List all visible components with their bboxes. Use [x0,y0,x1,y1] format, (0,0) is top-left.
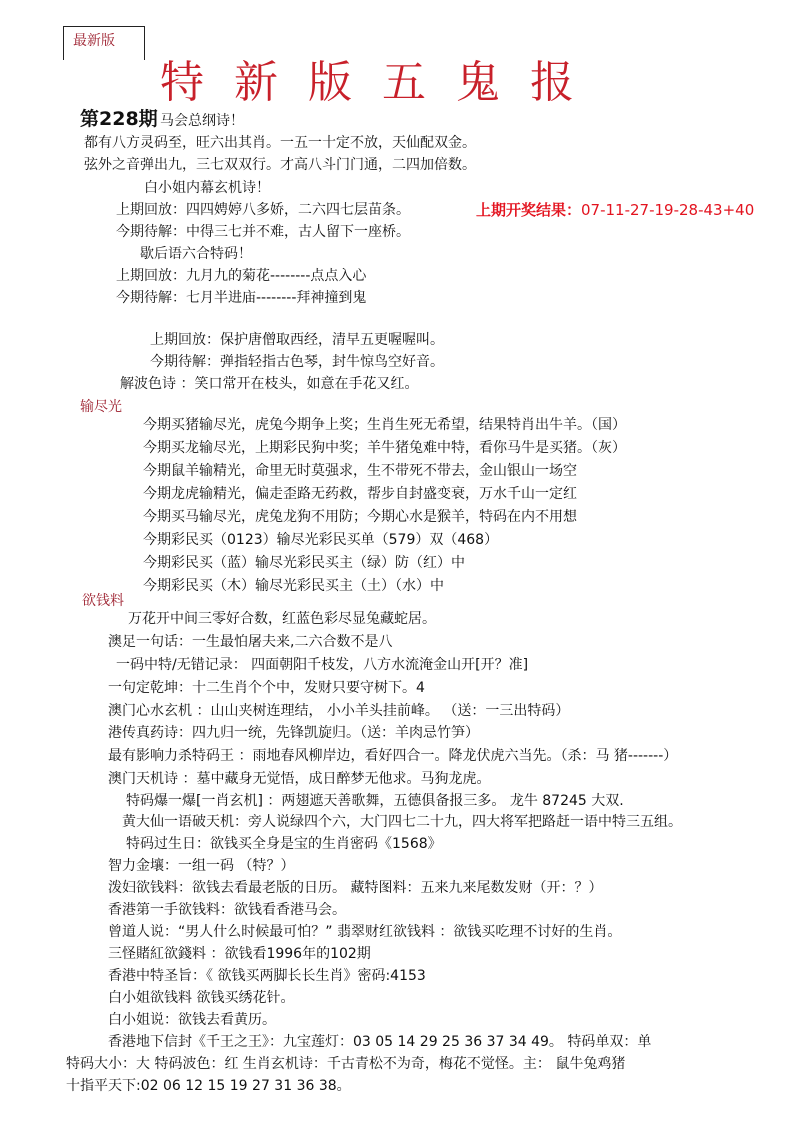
xiehouyu-heading: 歇后语六合特码！ [140,246,252,262]
issue-subtitle: 马会总纲诗！ [160,113,244,129]
money-line: 特码过生日：欲钱买全身是宝的生肖密码《1568》 [126,836,442,852]
money-line: 香港中特圣旨：《 欲钱买两脚长长生肖》密码:4153 [108,968,426,984]
money-line: 一句定乾坤：十二生肖个个中，发财只要守树下。4 [108,680,425,696]
money-line: 黄大仙一语破天机：旁人说绿四个六，大门四七二十九，四大将军把路赶一语中特三五组。 [122,814,682,830]
edition-badge [63,26,145,60]
lottery-result-numbers: 07-11-27-19-28-43+40 [581,201,755,219]
page-title: 特新版五鬼报 [160,57,604,108]
money-line: 香港第一手欲钱料：欲钱看香港马会。 [108,902,346,918]
lottery-result [476,199,754,220]
riddle-current: 今期待解：弹指轻指古色琴，封牛惊鸟空好音。 [150,354,444,370]
money-line: 智力金壤：一组一码 （特？） [108,858,295,874]
money-line: 澳足一句话：一生最怕屠夫来,二六合数不是八 [108,634,393,650]
edition-badge-label: 最新版 [73,33,115,49]
color-poem: 解波色诗 ：笑口常开在枝头，如意在手花又红。 [120,376,419,392]
money-line: 白小姐欲钱料 欲钱买绣花针。 [108,990,295,1006]
lose-line: 今期彩民买（蓝）输尽光彩民买主（绿）防（红）中 [143,555,465,571]
poem-line: 弦外之音弹出九，三七双双行。才高八斗门门通，二四加倍数。 [84,157,476,173]
lose-line: 今期买龙输尽光，上期彩民狗中奖；羊牛猪兔难中特，看你马牛是买猪。（灰） [143,440,626,456]
lose-line: 今期龙虎输精光，偏走歪路无药救，帮步自封盛变衰，万水千山一定红 [143,486,577,502]
money-line: 白小姐说：欲钱去看黄历。 [108,1012,276,1028]
bai-heading: 白小姐内幕玄机诗！ [144,180,270,196]
issue-number: 第228期 [80,108,158,130]
money-line: 三怪賭紅欲錢料 ：欲钱看1996年的102期 [108,946,371,962]
money-line: 港传真药诗：四九归一统，先锋凯旋归。（送：羊肉忌竹笋） [108,725,479,741]
money-line: 一码中特/无错记录： 四面朝阳千枝发，八方水流淹金山开[开？准] [116,657,529,673]
money-line: 曾道人说：“男人什么时候最可怕？” 翡翠财红欲钱料 ：欲钱买吃理不讨好的生肖。 [108,924,622,940]
money-line: 特码大小：大 特码波色：红 生肖玄机诗：千古青松不为奇，梅花不觉怪。主： 鼠牛兔鸡猪 [66,1056,626,1072]
money-line: 泼妇欲钱料：欲钱去看最老版的日历。 藏特图料：五来九来尾数发财（开：？） [108,880,603,896]
money-line: 最有影响力杀特码王 ：雨地春风柳岸边，看好四合一。降龙伏虎六当先。（杀：马 猪-------） [108,748,678,764]
lose-line: 今期买马输尽光，虎兔龙狗不用防；今期心水是猴羊，特码在内不用想 [143,509,577,525]
money-line: 澳门天机诗 ：墓中藏身无觉悟，成日醉梦无他求。马狗龙虎。 [108,771,491,787]
lottery-result-label: 上期开奖结果： [476,201,582,219]
money-line: 澳门心水玄机 ：山山夹树连理结， 小小羊头挂前峰。 （送：一三出特码） [108,703,570,719]
lose-line: 今期彩民买（0123）输尽光彩民买单（579）双（468） [143,532,499,548]
money-line: 特码爆一爆[一肖玄机] ：两翅遮天善歌舞，五德俱备报三多。 龙牛 87245 大双. [126,793,624,809]
lose-line: 今期鼠羊输精光，命里无时莫强求，生不带死不带去，金山银山一场空 [143,463,577,479]
money-line: 万花开中间三零好合数，红蓝色彩尽显兔藏蛇居。 [128,611,436,627]
riddle-last: 上期回放：保护唐僧取西经，清早五更喔喔叫。 [150,332,444,348]
section-title-money: 欲钱料 [82,593,124,609]
lose-line: 今期买猪输尽光，虎兔今期争上奖；生肖生死无希望，结果特肖出牛羊。（国） [143,417,626,433]
lose-line: 今期彩民买（木）输尽光彩民买主（土）（水）中 [143,578,444,594]
xiehouyu-last: 上期回放：九月九的菊花--------点点入心 [116,268,367,284]
money-line: 十指平天下:02 06 12 15 19 27 31 36 38。 [66,1078,351,1094]
section-title-lose: 输尽光 [80,399,122,415]
money-line: 香港地下信封《千王之王》：九宝莲灯：03 05 14 29 25 36 37 34 49。 特码单双：单 [108,1034,652,1050]
bai-current: 今期待解：中得三七并不难，古人留下一座桥。 [116,224,410,240]
poem-line: 都有八方灵码至，旺六出其肖。一五一十定不放，天仙配双金。 [84,135,476,151]
xiehouyu-current: 今期待解：七月半进庙--------拜神撞到鬼 [116,290,367,306]
bai-last: 上期回放：四四娉婷八多娇，二六四七层苗条。 [116,202,410,218]
